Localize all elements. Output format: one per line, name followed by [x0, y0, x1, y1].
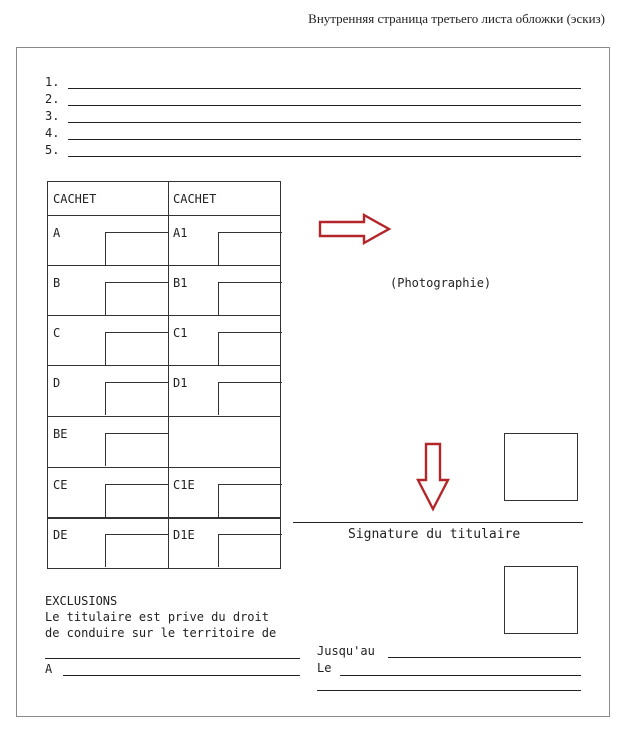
line-number-2: 2. [45, 92, 60, 106]
exclusions-text-line-1: Le titulaire est prive du droit [45, 610, 269, 624]
line-number-5: 5. [45, 143, 60, 157]
category-label-c1e: C1E [173, 478, 195, 492]
exclusions-blank-line [45, 658, 300, 659]
stamp-box-c1 [218, 332, 282, 365]
category-label-b: B [53, 276, 61, 290]
stamp-box-d1e [218, 534, 282, 567]
numbered-line-2 [68, 105, 581, 106]
category-label-d: D [53, 376, 61, 390]
table-row-divider [48, 365, 280, 366]
page-header: Внутренняя страница третьего листа обложки (эскиз) [308, 11, 605, 26]
line-number-4: 4. [45, 126, 60, 140]
category-label-c: C [53, 326, 61, 340]
stamp-table [47, 181, 281, 569]
date-line [340, 675, 581, 676]
category-label-d1: D1 [173, 376, 188, 390]
stamp-box-d [105, 382, 169, 415]
table-row-divider [48, 215, 280, 216]
table-header-right: CACHET [173, 192, 217, 206]
date-label: Le [317, 661, 332, 675]
line-number-3: 3. [45, 109, 60, 123]
numbered-line-4 [68, 139, 581, 140]
stamp-box-be [105, 433, 169, 466]
exclusions-text-line-2: de conduire sur le territoire de [45, 626, 277, 640]
outline-right-arrow-icon [318, 213, 392, 245]
exclusions-square-box [504, 566, 578, 634]
signature-label: Signature du titulaire [348, 527, 521, 542]
stamp-box-a1 [218, 232, 282, 265]
table-header-left: CACHET [53, 192, 97, 206]
date-extra-line [317, 690, 581, 691]
table-row-divider [48, 416, 280, 417]
category-label-d1e: D1E [173, 528, 195, 542]
category-label-c1: C1 [173, 326, 188, 340]
category-label-de: DE [53, 528, 68, 542]
category-label-a1: A1 [173, 226, 188, 240]
category-label-a: A [53, 226, 61, 240]
stamp-box-c1e [218, 484, 282, 517]
until-label: Jusqu'au [317, 644, 375, 658]
photo-label: (Photographie) [390, 276, 492, 290]
category-label-ce: CE [53, 478, 68, 492]
table-row-divider [48, 315, 280, 316]
place-label: A [45, 662, 53, 676]
line-number-1: 1. [45, 75, 60, 89]
stamp-box-b [105, 282, 169, 315]
category-label-be: BE [53, 427, 68, 441]
stamp-box-de [105, 534, 169, 567]
place-line [63, 675, 300, 676]
numbered-line-5 [68, 156, 581, 157]
table-row-divider [48, 265, 280, 266]
exclusions-title: EXCLUSIONS [45, 594, 118, 608]
signature-line [293, 522, 583, 523]
stamp-box-a [105, 232, 169, 265]
until-line [388, 657, 581, 658]
numbered-line-3 [68, 122, 581, 123]
outline-down-arrow-icon [416, 442, 450, 512]
category-label-b1: B1 [173, 276, 188, 290]
stamp-box-d1 [218, 382, 282, 415]
stamp-box-ce [105, 484, 169, 517]
table-row-divider [48, 517, 280, 519]
stamp-box-b1 [218, 282, 282, 315]
stamp-box-c [105, 332, 169, 365]
table-row-divider [48, 467, 280, 468]
numbered-line-1 [68, 88, 581, 89]
signature-square-box [504, 433, 578, 501]
